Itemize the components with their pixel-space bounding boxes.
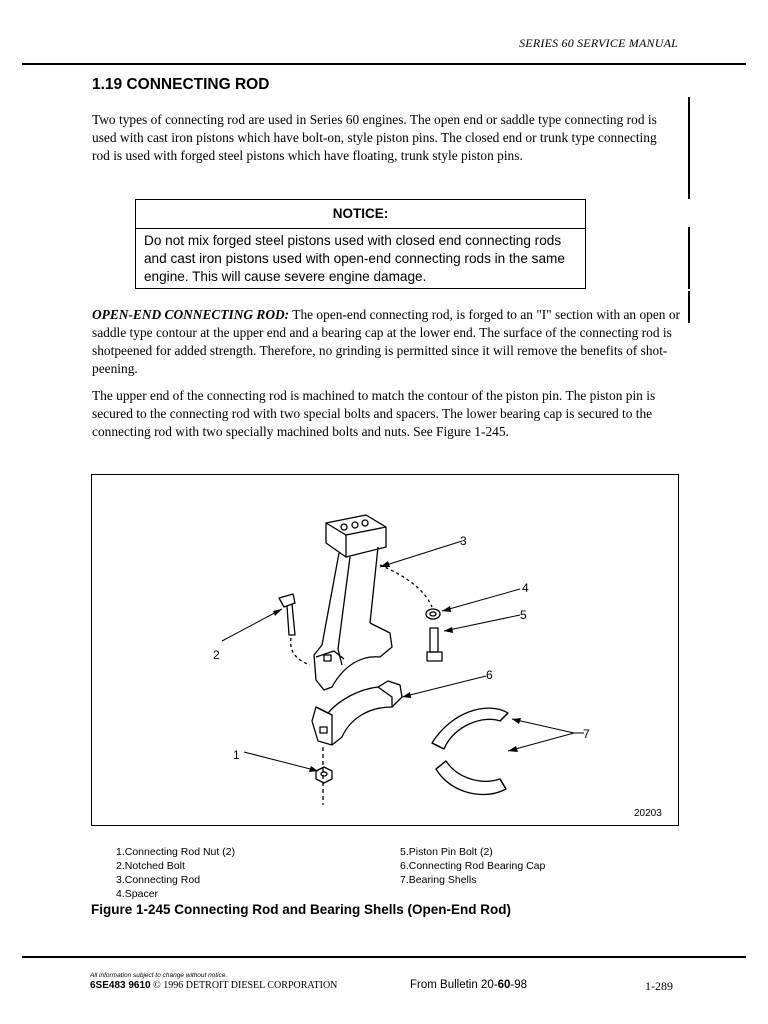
bulletin-suffix: -98 (510, 979, 527, 991)
open-end-lead: OPEN-END CONNECTING ROD: (92, 307, 290, 322)
bearing-cap-drawing (312, 681, 402, 805)
legend-item: 6.Connecting Rod Bearing Cap (400, 860, 546, 872)
section-title: 1.19 CONNECTING ROD (92, 76, 270, 93)
callout-7: 7 (583, 727, 590, 741)
callout-5: 5 (520, 608, 527, 622)
spacer-drawing (380, 565, 440, 619)
callout-4: 4 (522, 581, 529, 595)
legend-item: 7.Bearing Shells (400, 874, 477, 886)
notched-bolt-drawing (279, 594, 310, 665)
copyright-text: © 1996 DETROIT DIESEL CORPORATION (150, 980, 338, 991)
header-rule (22, 63, 746, 65)
open-end-paragraph (92, 306, 688, 378)
change-bar (688, 291, 690, 323)
nut-drawing (316, 767, 332, 783)
footer-bulletin (410, 979, 527, 991)
change-bar (688, 97, 690, 199)
notice-heading: NOTICE: (136, 200, 585, 229)
legend-item: 2.Notched Bolt (116, 860, 185, 872)
leader-lines (222, 541, 584, 771)
legend-left (116, 845, 235, 901)
legend-right (400, 845, 545, 887)
figure-frame (91, 474, 679, 826)
footer-disclaimer: All information subject to change without notice. (90, 972, 228, 979)
notice-box (135, 199, 586, 289)
figure-code: 20203 (634, 808, 662, 819)
arrowheads (273, 561, 521, 772)
open-end-text: The open-end connecting rod, is forged to an "I" section with an open or saddle type contour at the upper end and a bearing cap at the lower end. The surface of the connecting rod is shotpeened for added strength. Therefore, no grinding is permitted since it will remove the benefits of shot-peening. (92, 307, 681, 376)
bearing-shells-drawing (432, 708, 508, 794)
callout-2: 2 (213, 648, 220, 662)
callout-1: 1 (233, 748, 240, 762)
doc-code: 6SE483 9610 (90, 980, 151, 991)
footer-copyright (90, 980, 337, 991)
footer-rule (22, 956, 746, 958)
upper-end-paragraph: The upper end of the connecting rod is machined to match the contour of the piston pin. The piston pin is secured to the connecting rod with two special bolts and spacers. The lower bearing cap is secured to the connecting rod with two specially machined bolts and nuts. See Figure 1-245. (92, 388, 656, 439)
piston-pin-bolt-drawing (427, 628, 442, 661)
legend-item: 5.Piston Pin Bolt (2) (400, 846, 493, 858)
legend-item: 4.Spacer (116, 888, 159, 900)
page-number: 1-289 (645, 979, 673, 993)
notice-body: Do not mix forged steel pistons used with closed end connecting rods and cast iron pistons used with open-end connecting rods in the same engine. This will cause severe engine damage. (144, 233, 565, 284)
legend-item: 1.Connecting Rod Nut (2) (116, 846, 236, 858)
change-bar (688, 227, 690, 289)
bulletin-prefix: From Bulletin 20- (410, 979, 498, 991)
bulletin-bold: 60 (497, 979, 511, 991)
callout-3: 3 (460, 534, 467, 548)
running-header: SERIES 60 SERVICE MANUAL (519, 36, 678, 50)
connecting-rod-drawing (314, 515, 392, 690)
connecting-rod-illustration (92, 475, 680, 827)
intro-paragraph: Two types of connecting rod are used in Series 60 engines. The open end or saddle type connecting rod is used with cast iron pistons which have bolt-on, style piston pins. The closed end or trunk type connecting rod is used with forged steel pistons which have floating, trunk style piston pins. (92, 112, 657, 163)
callout-6: 6 (486, 668, 493, 682)
figure-caption: Figure 1-245 Connecting Rod and Bearing Shells (Open-End Rod) (91, 902, 512, 917)
legend-item: 3.Connecting Rod (116, 874, 201, 886)
